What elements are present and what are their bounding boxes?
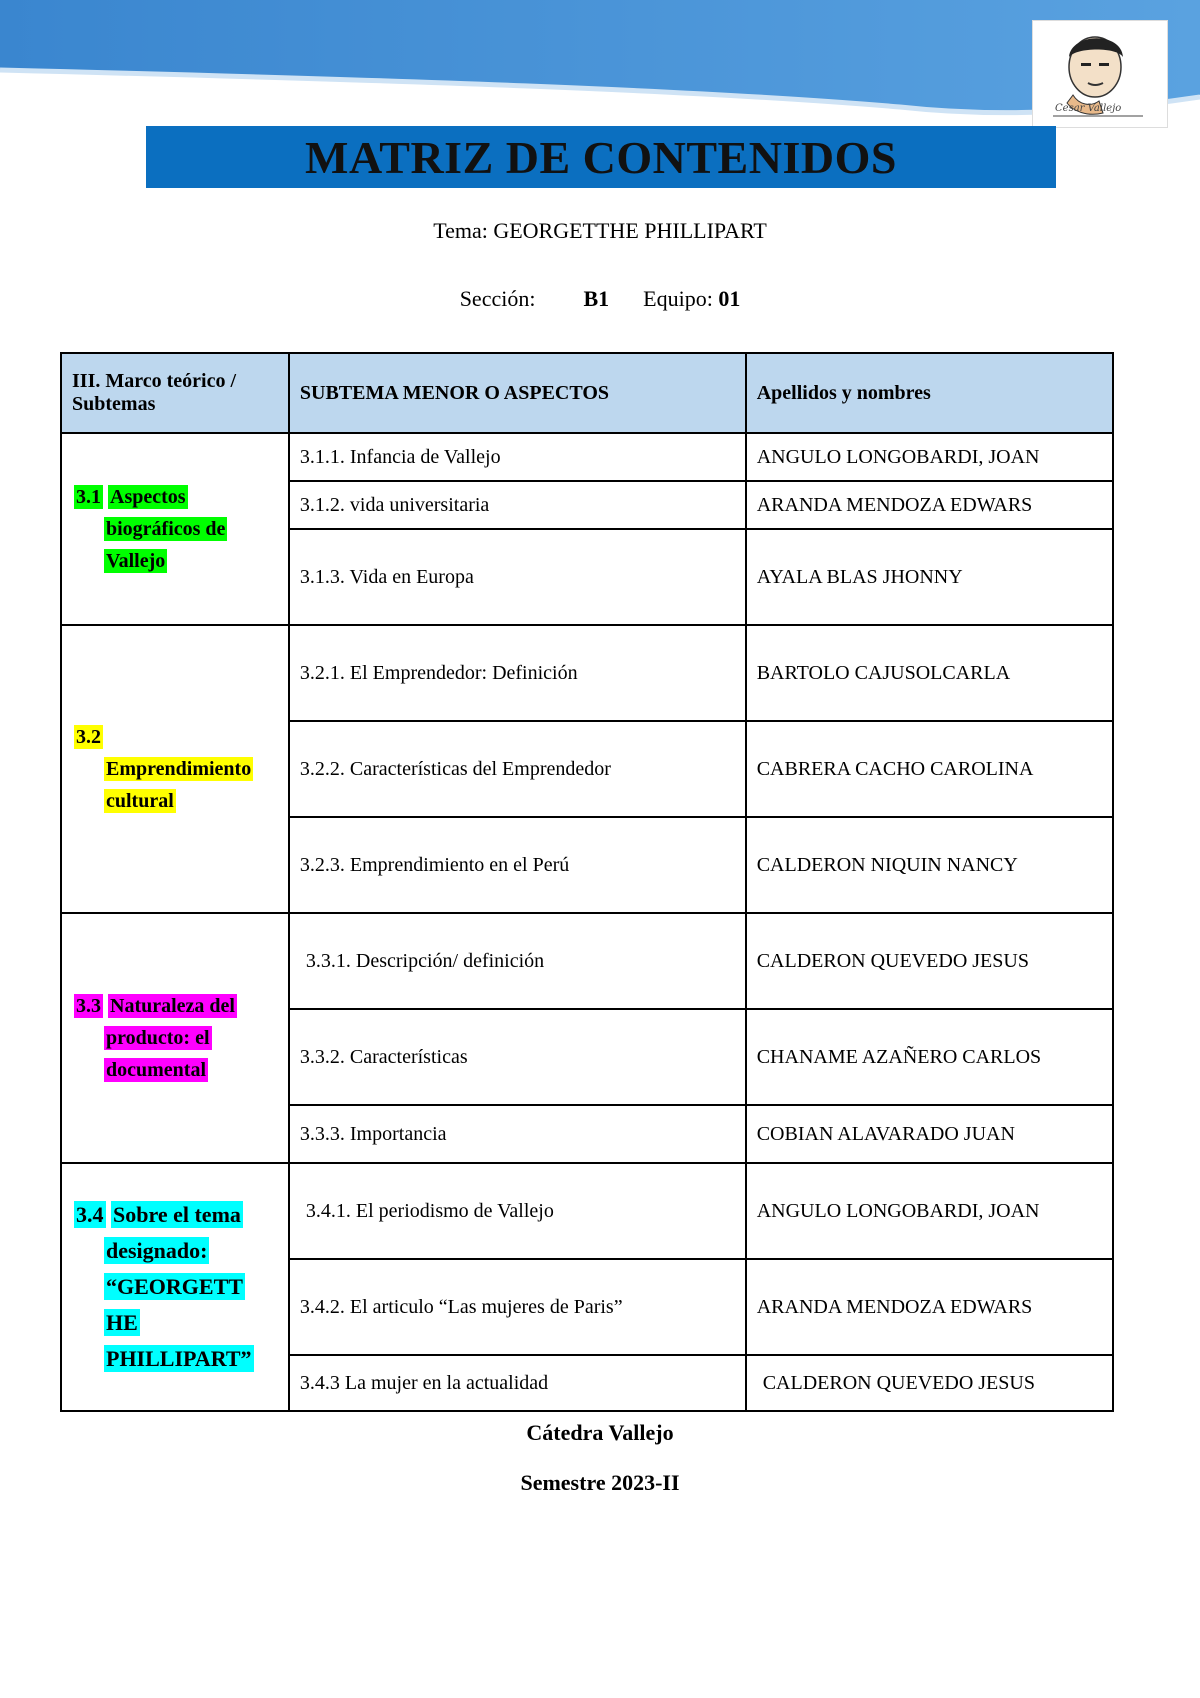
vallejo-portrait-image [1032, 20, 1168, 128]
subtema-cell: 3.2.1. El Emprendedor: Definición [289, 625, 746, 721]
content-matrix-table [60, 352, 1114, 1412]
equipo-label: Equipo: [643, 286, 713, 311]
table-row [61, 433, 1113, 481]
name-cell: ARANDA MENDOZA EDWARS [746, 481, 1113, 529]
subtema-cell: 3.1.2. vida universitaria [289, 481, 746, 529]
subtema-cell: 3.2.3. Emprendimiento en el Perú [289, 817, 746, 913]
seccion-value: B1 [583, 286, 610, 311]
subtema-cell: 3.4.1. El periodismo de Vallejo [289, 1163, 746, 1259]
name-cell: CALDERON QUEVEDO JESUS [746, 913, 1113, 1009]
svg-text:Cesar Vallejo: Cesar Vallejo [1055, 103, 1122, 114]
table-header-row [61, 353, 1113, 433]
title-bar [146, 126, 1056, 188]
footer-semestre: Semestre 2023-II [520, 1470, 680, 1495]
subtema-cell: 3.4.2. El articulo “Las mujeres de Paris” [289, 1259, 746, 1355]
page-title: MATRIZ DE CONTENIDOS [305, 131, 897, 183]
footer-catedra: Cátedra Vallejo [526, 1420, 674, 1445]
seccion-line [0, 286, 1200, 312]
seccion-label: Sección: [459, 286, 536, 311]
subtema-cell: 3.4.3 La mujer en la actualidad [289, 1355, 746, 1411]
tema-line: Tema: GEORGETTHE PHILLIPART [433, 218, 767, 243]
topic-3-4: 3.4 Sobre el tema designado: “GEORGETT HE PHILLIPART” [61, 1163, 289, 1411]
subtema-cell: 3.2.2. Características del Emprendedor [289, 721, 746, 817]
header-banner [0, 0, 1200, 130]
name-cell: AYALA BLAS JHONNY [746, 529, 1113, 625]
name-cell: CHANAME AZAÑERO CARLOS [746, 1009, 1113, 1105]
table-row [61, 625, 1113, 721]
name-cell: COBIAN ALAVARADO JUAN [746, 1105, 1113, 1163]
header-marco-teorico: III. Marco teórico / Subtemas [61, 353, 289, 433]
name-cell: ANGULO LONGOBARDI, JOAN [746, 1163, 1113, 1259]
name-cell: CABRERA CACHO CAROLINA [746, 721, 1113, 817]
name-cell: CALDERON NIQUIN NANCY [746, 817, 1113, 913]
name-cell: ANGULO LONGOBARDI, JOAN [746, 433, 1113, 481]
table-row [61, 1163, 1113, 1259]
subtema-cell: 3.3.2. Características [289, 1009, 746, 1105]
table-row [61, 913, 1113, 1009]
subtema-cell: 3.1.1. Infancia de Vallejo [289, 433, 746, 481]
topic-3-2: 3.2 Emprendimiento cultural [61, 625, 289, 913]
topic-3-3: 3.3 Naturaleza del producto: el documental [61, 913, 289, 1163]
subtema-cell: 3.3.1. Descripción/ definición [289, 913, 746, 1009]
subtema-cell: 3.1.3. Vida en Europa [289, 529, 746, 625]
name-cell: CALDERON QUEVEDO JESUS [746, 1355, 1113, 1411]
header-apellidos: Apellidos y nombres [746, 353, 1113, 433]
equipo-value: 01 [718, 286, 741, 311]
name-cell: ARANDA MENDOZA EDWARS [746, 1259, 1113, 1355]
header-subtema: SUBTEMA MENOR O ASPECTOS [289, 353, 746, 433]
name-cell: BARTOLO CAJUSOLCARLA [746, 625, 1113, 721]
topic-3-1: 3.1 Aspectos biográficos de Vallejo [61, 433, 289, 625]
subtema-cell: 3.3.3. Importancia [289, 1105, 746, 1163]
